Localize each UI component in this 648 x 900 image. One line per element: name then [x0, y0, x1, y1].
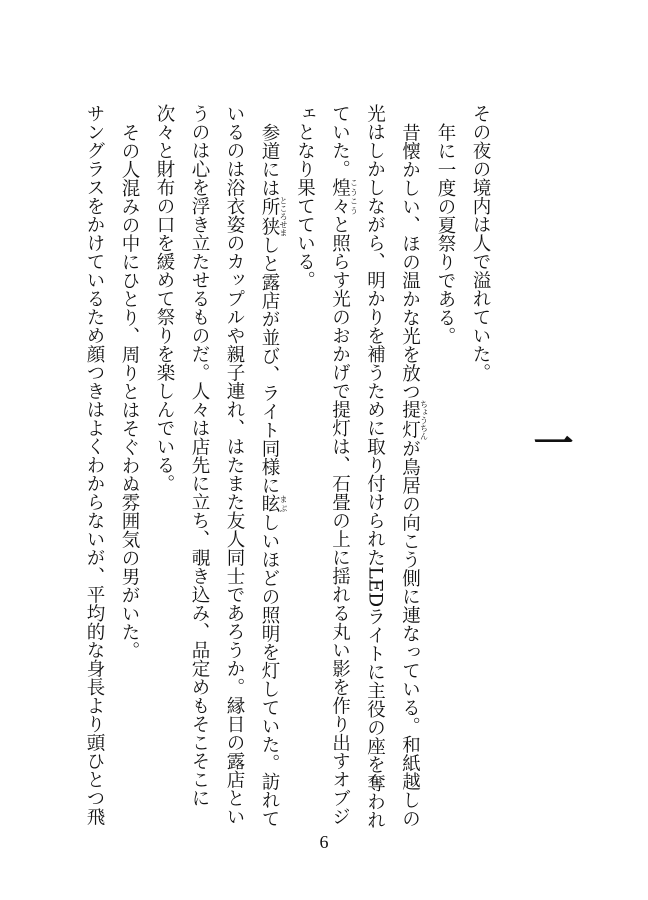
paragraph-1: その夜の境内は人で溢れていた。 [470, 104, 491, 382]
ruby-base-koukou: 煌々 [329, 178, 351, 215]
paragraph-4-text-c: しいほどの照明を灯していた。訪れているのは浴衣姿のカップルや親子連れ、はたまた友人同士であろうか。縁日の露店というのは心を浮き立たせるものだ。人々は店先に立ち、覗き込み、品定めもそこそこに次々と財布の口を緩めて祭りを楽しんでいる。 [154, 104, 280, 827]
paragraph-3-text-a: 昔懐かしい、ほの温かな光を放つ [399, 122, 421, 400]
paragraph-4 [147, 104, 288, 836]
paragraph-2: 年に一度の夏祭りである。 [435, 122, 456, 345]
ruby-reading-chouchin: ちょうちん [419, 399, 429, 440]
ruby-base-mabu: 眩 [259, 494, 280, 513]
ruby-base-chouchin: 提灯 [399, 399, 421, 440]
paragraph-5: その人混みの中にひとり、周りとはそぐわぬ雰囲気の男がいた。 [119, 122, 140, 659]
paragraph-3-text-b: が鳥居の向こう側に連なっている。和紙越しの光はしかしながら、明かりを補うために取り付けられたLEDライトに主役の座を奪われていた。 [329, 104, 421, 830]
ruby-reading-tokorosema: ところせま [279, 195, 288, 236]
ruby-word-tokorosema [259, 195, 288, 236]
ruby-reading-koukou: こうこう [349, 178, 359, 215]
paragraph-4-text-a: 参道には [259, 122, 280, 197]
body-text [78, 104, 498, 836]
paragraph-3-text-c: と照らす光のおかげで提灯は、石畳の上に揺れる丸い影を作り出すオブジェとなり果てている。 [294, 104, 351, 826]
ruby-word-chouchin [399, 399, 429, 440]
ruby-reading-mabu: まぶ [279, 494, 288, 513]
page-number: 6 [319, 832, 329, 852]
paragraph-3 [288, 104, 429, 836]
chapter-heading: 一 [527, 422, 574, 462]
ruby-base-tokorosema: 所狭 [259, 195, 280, 236]
ruby-word-mabu [259, 494, 288, 513]
ruby-word-koukou [329, 178, 359, 215]
paragraph-6: サングラスをかけているため顔つきはよくわからないが、平均的な身長より頭ひとつ飛 [84, 104, 105, 826]
paragraph-4-text-b: しと露店が並び、ライト同様に [259, 235, 280, 494]
